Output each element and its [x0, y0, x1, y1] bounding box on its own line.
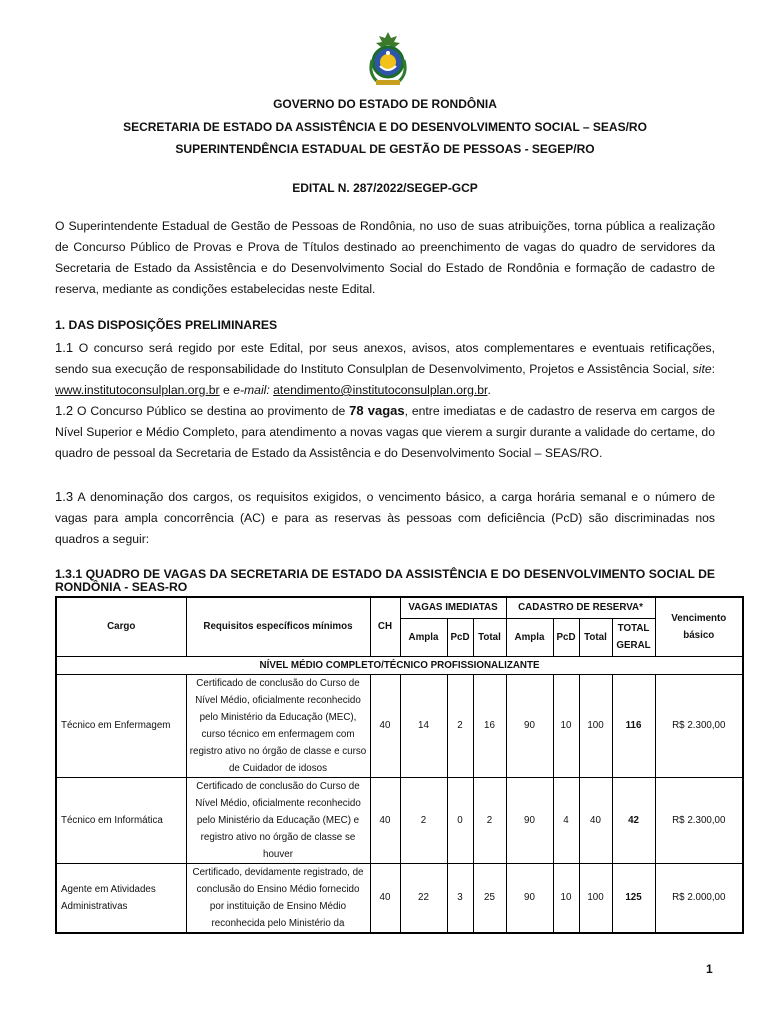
- cargo-cell: Técnico em Informática: [56, 777, 186, 863]
- cr-total-cell: 100: [579, 674, 612, 777]
- col-vencimento: Vencimento básico: [655, 597, 743, 656]
- col-total-geral: TOTAL GERAL: [612, 618, 655, 656]
- vencimento-cell: R$ 2.300,00: [655, 777, 743, 863]
- table-row: [56, 777, 743, 863]
- state-coat-of-arms-icon: [366, 30, 410, 88]
- cr-ampla-cell: 90: [506, 674, 553, 777]
- ch-cell: 40: [370, 777, 400, 863]
- cr-pcd-cell: 10: [553, 674, 579, 777]
- cr-ampla-cell: 90: [506, 777, 553, 863]
- col-ch: CH: [370, 597, 400, 656]
- vi-pcd-cell: 0: [447, 777, 473, 863]
- conjunction: e: [223, 383, 230, 397]
- paragraph-text: , entre imediatas e de cadastro de reserva em cargos de Nível Superior e Médio Completo, para atendimento a novas vagas que vierem a surgir durante a validade do certame, do quadro de pessoal da Secretaria de Estado da Assistência e do Desenvolvimento Social – SEAS/RO.: [55, 404, 716, 460]
- vi-pcd-cell: 3: [447, 863, 473, 933]
- vi-total-cell: 16: [473, 674, 506, 777]
- vi-ampla-cell: 14: [400, 674, 447, 777]
- vacancies-table: [55, 596, 744, 934]
- vencimento-cell: R$ 2.000,00: [655, 863, 743, 933]
- col-vi-pcd: PcD: [447, 618, 473, 656]
- paragraph-number: 1.3: [55, 489, 74, 504]
- cr-total-cell: 40: [579, 777, 612, 863]
- total-geral-cell: 125: [612, 863, 655, 933]
- total-geral-cell: 116: [612, 674, 655, 777]
- paragraph-1-2: [55, 400, 715, 464]
- edital-number: EDITAL N. 287/2022/SEGEP-GCP: [292, 181, 478, 195]
- col-cargo: Cargo: [56, 597, 186, 656]
- vi-pcd-cell: 2: [447, 674, 473, 777]
- col-cr-pcd: PcD: [553, 618, 579, 656]
- quadro-title: 1.3.1 QUADRO DE VAGAS DA SECRETARIA DE ESTADO DA ASSISTÊNCIA E DO DESENVOLVIMENTO SOCIAL DE RONDÔNIA - SEAS-RO: [55, 567, 715, 594]
- cr-pcd-cell: 10: [553, 863, 579, 933]
- paragraph-1-3: [55, 486, 715, 550]
- site-label: site: [692, 362, 712, 376]
- email-link[interactable]: atendimento@institutoconsulplan.org.br: [273, 383, 488, 397]
- site-link[interactable]: www.institutoconsulplan.org.br: [55, 383, 220, 397]
- col-cr-ampla: Ampla: [506, 618, 553, 656]
- paragraph-text: A denominação dos cargos, os requisitos exigidos, o vencimento básico, a carga horária semanal e o número de vagas para ampla concorrência (AC) e para as reservas às pessoas com deficiência (PcD) são discriminadas nos quadros a seguir:: [55, 490, 715, 546]
- cr-total-cell: 100: [579, 863, 612, 933]
- cr-ampla-cell: 90: [506, 863, 553, 933]
- total-geral-cell: 42: [612, 777, 655, 863]
- section-1-title: 1. DAS DISPOSIÇÕES PRELIMINARES: [55, 318, 278, 332]
- paragraph-text: O concurso será regido por este Edital, por seus anexos, avisos, atos complementares e eventuais retificações, sendo sua execução de responsabilidade do Instituto Consulplan de Desenvolvimento, Projetos e Assistência Social,: [55, 341, 715, 376]
- vi-ampla-cell: 22: [400, 863, 447, 933]
- col-vagas-imediatas: VAGAS IMEDIATAS: [400, 597, 506, 618]
- vagas-count: 78 vagas: [349, 403, 405, 418]
- requisitos-cell: Certificado, devidamente registrado, de conclusão do Ensino Médio fornecido por instituição de Ensino Médio reconhecida pelo Ministério da: [186, 863, 370, 933]
- vi-ampla-cell: 2: [400, 777, 447, 863]
- table-row: [56, 863, 743, 933]
- ch-cell: 40: [370, 674, 400, 777]
- cr-pcd-cell: 4: [553, 777, 579, 863]
- vencimento-cell: R$ 2.300,00: [655, 674, 743, 777]
- cargo-cell: Técnico em Enfermagem: [56, 674, 186, 777]
- email-label: e-mail:: [233, 383, 270, 397]
- paragraph-text: O Concurso Público se destina ao provimento de: [76, 404, 346, 418]
- col-cadastro-reserva: CADASTRO DE RESERVA*: [506, 597, 655, 618]
- vi-total-cell: 2: [473, 777, 506, 863]
- col-cr-total: Total: [579, 618, 612, 656]
- requisitos-cell: Certificado de conclusão do Curso de Nível Médio, oficialmente reconhecido pelo Ministério da Educação (MEC) e registro ativo no órgão de classe se houver: [186, 777, 370, 863]
- requisitos-cell: Certificado de conclusão do Curso de Nível Médio, oficialmente reconhecido pelo Ministério da Educação (MEC), curso técnico em enfermagem com registro ativo no órgão de classe e curso de Cuidador de idosos: [186, 674, 370, 777]
- intro-paragraph: O Superintendente Estadual de Gestão de Pessoas de Rondônia, no uso de suas atribuições, torna pública a realização de Concurso Público de Provas e Prova de Títulos destinado ao preenchimento de vagas do quadro de servidores da Secretaria de Estado da Assistência e do Desenvolvimento Social do Estado de Rondônia e formação de cadastro de reserva, mediante as condições estabelecidas neste Edital.: [55, 219, 715, 296]
- cargo-cell: Agente em Atividades Administrativas: [56, 863, 186, 933]
- col-requisitos: Requisitos específicos mínimos: [186, 597, 370, 656]
- paragraph-1-1: 1.1 O concurso será regido por este Edital, por seus anexos, avisos, atos complementares e eventuais retificações, sendo sua execução de responsabilidade do Instituto Consulplan de Desenvolvimento, Projetos e Assistência Social, site: www.institutoconsulplan.org.br e e-mail: atendimento@institutoconsulplan.org.br.: [55, 340, 715, 397]
- paragraph-number: 1.1: [55, 340, 74, 355]
- ch-cell: 40: [370, 863, 400, 933]
- vi-total-cell: 25: [473, 863, 506, 933]
- table-row: [56, 674, 743, 777]
- page-number: 1: [706, 962, 713, 976]
- header-government: GOVERNO DO ESTADO DE RONDÔNIA: [273, 97, 497, 111]
- col-vi-total: Total: [473, 618, 506, 656]
- paragraph-number: 1.2: [55, 403, 74, 418]
- level-band: NÍVEL MÉDIO COMPLETO/TÉCNICO PROFISSIONALIZANTE: [56, 656, 743, 674]
- col-vi-ampla: Ampla: [400, 618, 447, 656]
- header-superintendence: SUPERINTENDÊNCIA ESTADUAL DE GESTÃO DE PESSOAS - SEGEP/RO: [175, 142, 595, 156]
- header-secretariat: SECRETARIA DE ESTADO DA ASSISTÊNCIA E DO DESENVOLVIMENTO SOCIAL – SEAS/RO: [123, 120, 647, 134]
